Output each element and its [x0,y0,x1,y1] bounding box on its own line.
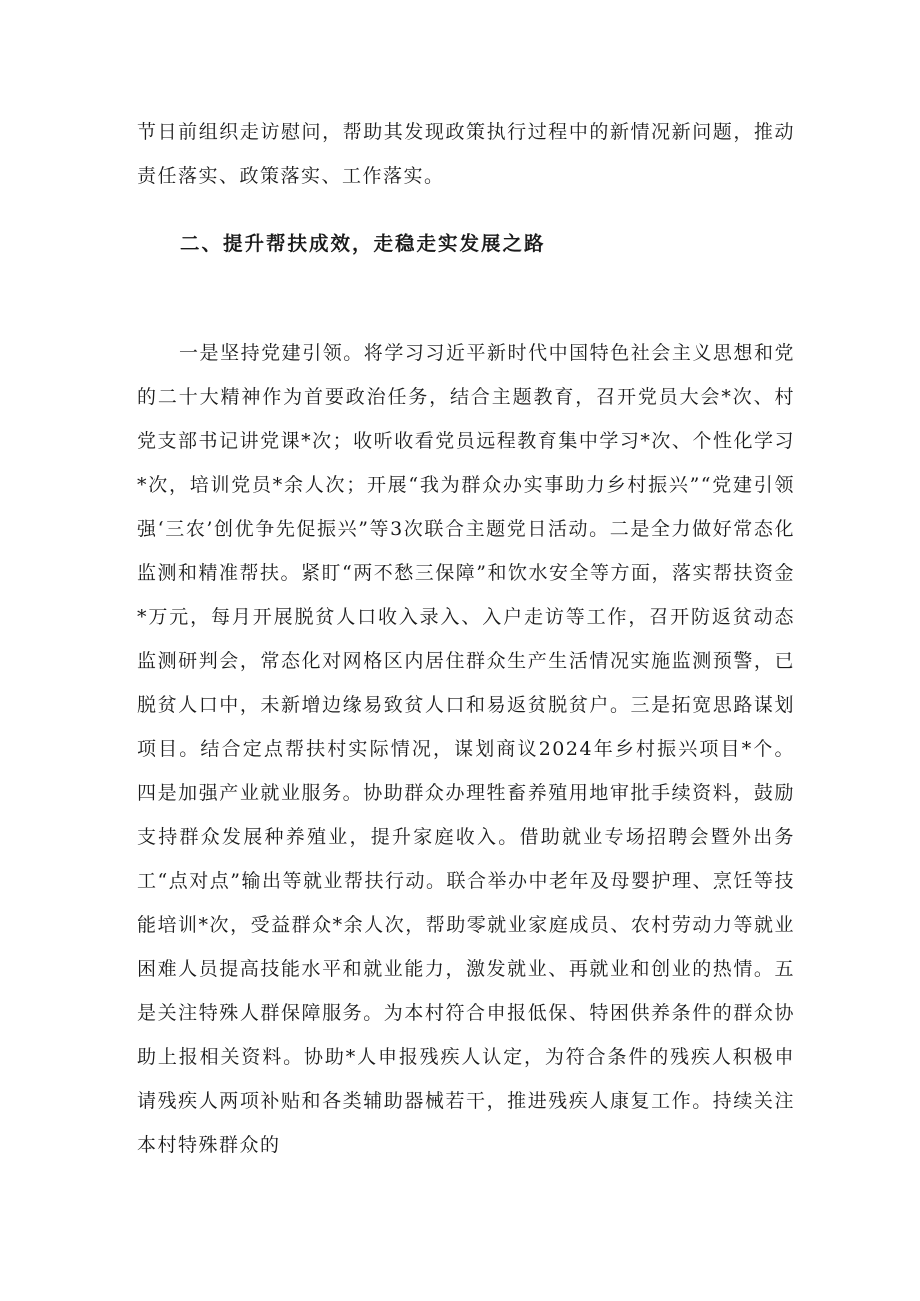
continued-paragraph: 节日前组织走访慰问，帮助其发现政策执行过程中的新情况新问题，推动责任落实、政策落实、工作落实。 [137,121,795,187]
section-heading: 二、提升帮扶成效，走稳走实发展之路 [180,232,546,255]
main-paragraph: 一是坚持党建引领。将学习习近平新时代中国特色社会主义思想和党的二十大精神作为首要政治任务，结合主题教育，召开党员大会*次、村党支部书记讲党课*次；收听收看党员远程教育集中学习*次、个性化学习*次，培训党员*余人次；开展“我为群众办实事助力乡村振兴”“党建引领强‘三农’创优争先促振兴”等3次联合主题党日活动。二是全力做好常态化监测和精准帮扶。紧盯“两不愁三保障”和饮水安全等方面，落实帮扶资金*万元，每月开展脱贫人口收入录入、入户走访等工作，召开防返贫动态监测研判会，常态化对网格区内居住群众生产生活情况实施监测预警，已脱贫人口中，未新增边缘易致贫人口和易返贫脱贫户。三是拓宽思路谋划项目。结合定点帮扶村实际情况，谋划商议2024年乡村振兴项目*个。四是加强产业就业服务。协助群众办理牲畜养殖用地审批手续资料，鼓励支持群众发展种养殖业，提升家庭收入。借助就业专场招聘会暨外出务工“点对点”输出等就业帮扶行动。联合举办中老年及母婴护理、烹饪等技能培训*次，受益群众*余人次，帮助零就业家庭成员、农村劳动力等就业困难人员提高技能水平和就业能力，激发就业、再就业和创业的热情。五是关注特殊人群保障服务。为本村符合申报低保、特困供养条件的群众协助上报相关资料。协助*人申报残疾人认定，为符合条件的残疾人积极申请残疾人两项补贴和各类辅助器械若干，推进残疾人康复工作。持续关注本村特殊群众的 [137,342,795,1156]
